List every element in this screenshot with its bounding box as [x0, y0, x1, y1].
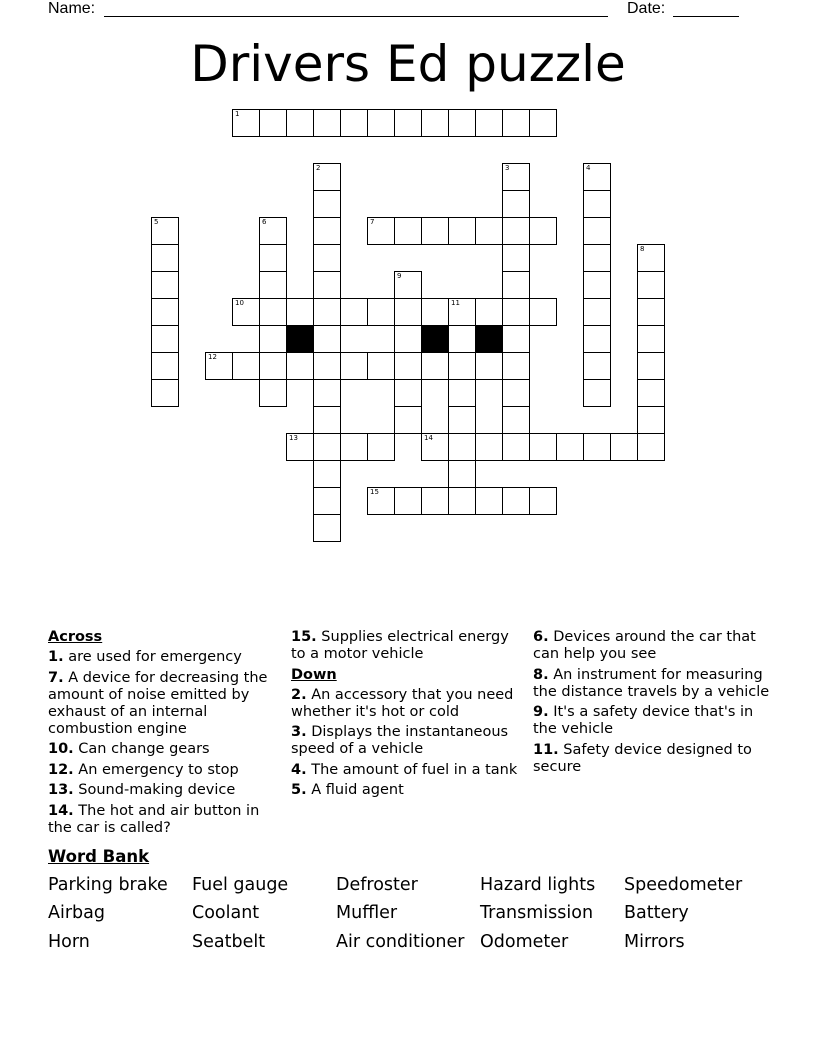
grid-cell[interactable]: [448, 325, 476, 353]
grid-cell[interactable]: [313, 298, 341, 326]
clue-down-5: 5. A fluid agent: [291, 782, 404, 798]
grid-block: [475, 325, 503, 353]
cell-number: 2: [316, 164, 321, 172]
clue-down-9: 9. It's a safety device that's in the vehicle: [533, 704, 754, 737]
word-bank-item: Seatbelt: [192, 932, 266, 952]
grid-cell[interactable]: [475, 487, 503, 515]
grid-cell[interactable]: [448, 433, 476, 461]
grid-cell[interactable]: [259, 325, 287, 353]
word-bank-item: Airbag: [48, 903, 105, 923]
grid-cell[interactable]: [637, 433, 665, 461]
grid-cell[interactable]: [367, 217, 395, 245]
grid-cell[interactable]: [151, 352, 179, 380]
grid-cell[interactable]: [313, 217, 341, 245]
grid-cell[interactable]: [367, 352, 395, 380]
grid-cell[interactable]: [421, 433, 449, 461]
word-bank-item: Horn: [48, 932, 90, 952]
grid-cell[interactable]: [637, 352, 665, 380]
grid-cell[interactable]: [637, 271, 665, 299]
grid-cell[interactable]: [259, 298, 287, 326]
grid-cell[interactable]: [502, 190, 530, 218]
grid-cell[interactable]: [421, 217, 449, 245]
grid-cell[interactable]: [583, 217, 611, 245]
grid-cell[interactable]: [475, 433, 503, 461]
grid-cell[interactable]: [394, 406, 422, 434]
grid-cell[interactable]: [448, 352, 476, 380]
grid-cell[interactable]: [448, 217, 476, 245]
down-heading: Down: [291, 666, 337, 683]
cell-number: 4: [586, 164, 591, 172]
grid-cell[interactable]: [259, 217, 287, 245]
grid-cell[interactable]: [529, 433, 557, 461]
clue-down-2: 2. An accessory that you need whether it's hot or cold: [291, 686, 514, 720]
grid-cell[interactable]: [583, 379, 611, 407]
clue-across-10: 10. Can change gears: [48, 741, 210, 757]
grid-cell[interactable]: [394, 325, 422, 353]
grid-cell[interactable]: [583, 298, 611, 326]
grid-cell[interactable]: [286, 352, 314, 380]
grid-cell[interactable]: [583, 190, 611, 218]
word-bank-item: Odometer: [480, 932, 569, 952]
grid-cell[interactable]: [367, 487, 395, 515]
grid-cell[interactable]: [313, 190, 341, 218]
word-bank-item: Parking brake: [48, 875, 168, 895]
grid-cell[interactable]: [502, 298, 530, 326]
clues-column-2: [291, 629, 523, 803]
grid-cell[interactable]: [502, 163, 530, 191]
grid-cell[interactable]: [583, 352, 611, 380]
grid-cell[interactable]: [610, 433, 638, 461]
grid-cell[interactable]: [475, 217, 503, 245]
grid-cell[interactable]: [151, 298, 179, 326]
grid-cell[interactable]: [502, 487, 530, 515]
grid-cell[interactable]: [313, 460, 341, 488]
clue-across-7: 7. A device for decreasing the amount of noise emitted by exhaust of an internal combustion engine: [48, 669, 268, 737]
grid-cell[interactable]: [502, 109, 530, 137]
grid-cell[interactable]: [448, 298, 476, 326]
grid-cell[interactable]: [313, 487, 341, 515]
grid-cell[interactable]: [394, 352, 422, 380]
grid-cell[interactable]: [151, 217, 179, 245]
grid-cell[interactable]: [286, 433, 314, 461]
date-label: Date:: [627, 0, 666, 17]
clue-down-4: 4. The amount of fuel in a tank: [291, 761, 518, 778]
grid-cell[interactable]: [367, 433, 395, 461]
grid-cell[interactable]: [313, 271, 341, 299]
grid-cell[interactable]: [637, 325, 665, 353]
grid-cell[interactable]: [502, 244, 530, 272]
grid-cell[interactable]: [340, 352, 368, 380]
grid-cell[interactable]: [637, 298, 665, 326]
word-bank-item: Air conditioner: [336, 932, 465, 952]
grid-cell[interactable]: [583, 163, 611, 191]
clues-column-3: [533, 629, 771, 779]
grid-cell[interactable]: [259, 271, 287, 299]
grid-cell[interactable]: [421, 352, 449, 380]
cell-number: 14: [424, 434, 433, 442]
grid-cell[interactable]: [502, 379, 530, 407]
grid-cell[interactable]: [313, 514, 341, 542]
word-bank-item: Muffler: [336, 903, 398, 923]
grid-cell[interactable]: [232, 298, 260, 326]
clue-across-14: 14. The hot and air button in the car is called?: [48, 802, 260, 836]
grid-cell[interactable]: [394, 379, 422, 407]
grid-cell[interactable]: [502, 406, 530, 434]
grid-cell[interactable]: [313, 379, 341, 407]
grid-cell[interactable]: [232, 109, 260, 137]
cell-number: 3: [505, 164, 510, 172]
grid-cell[interactable]: [637, 244, 665, 272]
cell-number: 13: [289, 434, 298, 442]
grid-cell[interactable]: [394, 109, 422, 137]
grid-cell[interactable]: [502, 352, 530, 380]
clue-across-13: 13. Sound-making device: [48, 782, 236, 798]
word-bank-item: Speedometer: [624, 875, 743, 895]
grid-cell[interactable]: [367, 298, 395, 326]
grid-cell[interactable]: [313, 325, 341, 353]
grid-cell[interactable]: [151, 379, 179, 407]
grid-cell[interactable]: [583, 244, 611, 272]
grid-cell[interactable]: [151, 271, 179, 299]
word-bank-item: Transmission: [480, 903, 594, 923]
grid-cell[interactable]: [529, 487, 557, 515]
grid-cell[interactable]: [475, 298, 503, 326]
word-bank-item: Battery: [624, 903, 689, 923]
grid-cell[interactable]: [340, 109, 368, 137]
grid-cell[interactable]: [583, 325, 611, 353]
word-bank-title: Word Bank: [48, 847, 150, 866]
grid-cell[interactable]: [151, 244, 179, 272]
grid-block: [286, 325, 314, 353]
grid-cell[interactable]: [259, 352, 287, 380]
clue-down-11: 11. Safety device designed to secure: [533, 741, 752, 775]
word-bank-item: Defroster: [336, 875, 418, 895]
grid-cell[interactable]: [448, 109, 476, 137]
grid-cell[interactable]: [367, 109, 395, 137]
grid-cell[interactable]: [637, 406, 665, 434]
grid-cell[interactable]: [583, 433, 611, 461]
grid-cell[interactable]: [502, 271, 530, 299]
clue-down-6: 6. Devices around the car that can help you see: [533, 629, 756, 662]
grid-cell[interactable]: [475, 109, 503, 137]
grid-cell[interactable]: [313, 352, 341, 380]
clue-across-15: 15. Supplies electrical energy to a motor vehicle: [291, 629, 509, 662]
grid-cell[interactable]: [637, 379, 665, 407]
grid-cell[interactable]: [259, 109, 287, 137]
cell-number: 7: [370, 218, 375, 226]
grid-cell[interactable]: [313, 433, 341, 461]
grid-cell[interactable]: [286, 298, 314, 326]
grid-cell[interactable]: [394, 298, 422, 326]
page-title: Drivers Ed puzzle: [190, 35, 626, 93]
grid-cell[interactable]: [340, 433, 368, 461]
word-bank-item: Fuel gauge: [192, 875, 289, 895]
grid-cell[interactable]: [394, 217, 422, 245]
grid-cell[interactable]: [529, 298, 557, 326]
word-bank-item: Mirrors: [624, 932, 685, 952]
cell-number: 8: [640, 245, 645, 253]
grid-cell[interactable]: [313, 109, 341, 137]
grid-cell[interactable]: [448, 487, 476, 515]
cell-number: 10: [235, 299, 244, 307]
cell-number: 9: [397, 272, 402, 280]
grid-cell[interactable]: [421, 298, 449, 326]
grid-cell[interactable]: [529, 109, 557, 137]
cell-number: 1: [235, 110, 240, 118]
grid-cell[interactable]: [556, 433, 584, 461]
grid-cell[interactable]: [394, 271, 422, 299]
clue-across-12: 12. An emergency to stop: [48, 761, 239, 778]
clues-column-1: [48, 629, 274, 840]
grid-block: [421, 325, 449, 353]
across-heading: Across: [48, 629, 103, 645]
word-bank-item: Coolant: [192, 903, 260, 923]
clue-across-1: 1. are used for emergency: [48, 649, 242, 665]
grid-cell[interactable]: [259, 244, 287, 272]
grid-cell[interactable]: [502, 433, 530, 461]
grid-cell[interactable]: [475, 352, 503, 380]
grid-cell[interactable]: [529, 217, 557, 245]
grid-cell[interactable]: [151, 325, 179, 353]
cell-number: 15: [370, 488, 379, 496]
cell-number: 12: [208, 353, 217, 361]
grid-cell[interactable]: [394, 487, 422, 515]
clue-down-3: 3. Displays the instantaneous speed of a vehicle: [291, 724, 509, 757]
grid-cell[interactable]: [313, 406, 341, 434]
grid-cell[interactable]: [286, 109, 314, 137]
grid-cell[interactable]: [502, 325, 530, 353]
grid-cell[interactable]: [259, 379, 287, 407]
grid-cell[interactable]: [232, 352, 260, 380]
clue-down-8: 8. An instrument for measuring the distance travels by a vehicle: [533, 666, 770, 700]
cell-number: 5: [154, 218, 159, 226]
grid-cell[interactable]: [583, 271, 611, 299]
grid-cell[interactable]: [448, 460, 476, 488]
grid-cell[interactable]: [448, 406, 476, 434]
grid-cell[interactable]: [205, 352, 233, 380]
grid-cell[interactable]: [313, 244, 341, 272]
grid-cell[interactable]: [502, 217, 530, 245]
grid-cell[interactable]: [340, 298, 368, 326]
grid-cell[interactable]: [313, 163, 341, 191]
word-bank-item: Hazard lights: [480, 875, 596, 895]
grid-cell[interactable]: [448, 379, 476, 407]
grid-cell[interactable]: [421, 109, 449, 137]
grid-cell[interactable]: [421, 487, 449, 515]
cell-number: 11: [451, 299, 460, 307]
cell-number: 6: [262, 218, 267, 226]
name-label: Name:: [48, 0, 96, 17]
